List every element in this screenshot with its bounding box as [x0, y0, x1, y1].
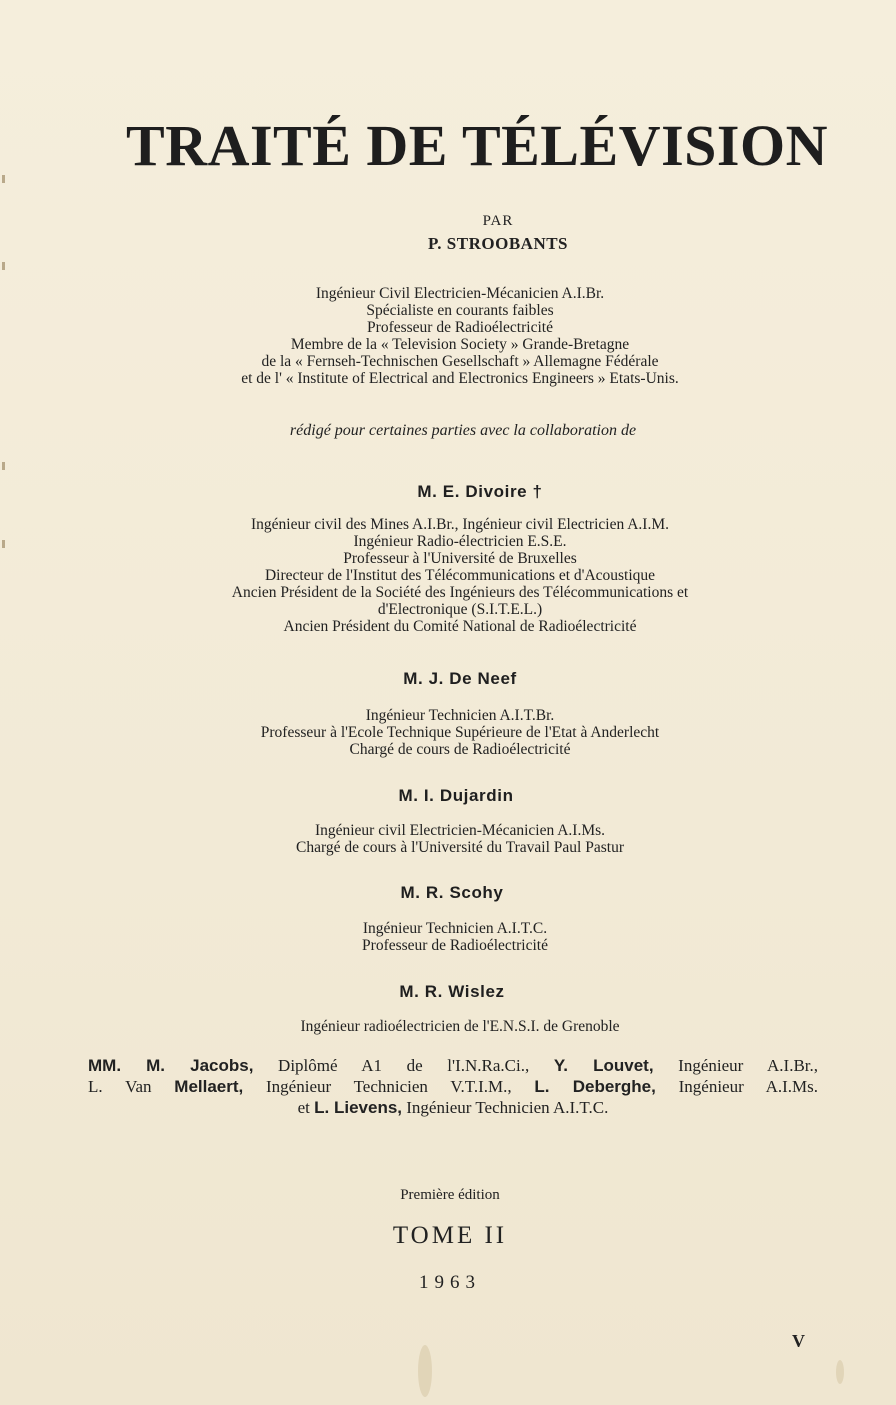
other-contributors — [88, 1055, 818, 1118]
contributor-name: L. Lievens, — [314, 1098, 403, 1117]
collaborator-titles — [180, 707, 740, 758]
collaborator-name: M. R. Scohy — [400, 883, 504, 902]
page-edge-mark — [2, 540, 5, 548]
page-edge-mark — [2, 262, 5, 270]
collaborator-title-line: Chargé de cours de Radioélectricité — [349, 741, 571, 758]
contributors-line — [88, 1076, 818, 1097]
contributor-name: MM. M. Jacobs, — [88, 1056, 254, 1075]
collaborator-name: M. I. Dujardin — [398, 786, 514, 805]
collaborator-titles — [150, 516, 770, 635]
collaborator-name: M. R. Wislez — [399, 982, 505, 1001]
collaborator-title-line: Professeur à l'Ecole Technique Supérieure de l'Etat à Anderlecht — [260, 724, 660, 741]
author-title-line: Ingénieur Civil Electricien-Mécanicien A.I.Br. — [315, 285, 605, 302]
page-edge-mark — [2, 462, 5, 470]
collaborator-title-line: Ingénieur civil Electricien-Mécanicien A.I.Ms. — [314, 822, 606, 839]
collaborator-title-line: Ingénieur Technicien A.I.T.Br. — [365, 707, 555, 724]
contributor-title: Ingénieur A.I.Br., — [653, 1056, 819, 1075]
paper-stain — [418, 1345, 432, 1397]
collaborator-title-line: Chargé de cours à l'Université du Travail Paul Pastur — [296, 839, 624, 856]
author-title-line: Membre de la « Television Society » Grande-Bretagne — [290, 336, 630, 353]
author-title-line: Spécialiste en courants faibles — [366, 302, 554, 319]
collaborator-title-line: Ingénieur Technicien A.I.T.C. — [362, 920, 548, 937]
contributor-name: L. Deberghe, — [534, 1077, 656, 1096]
contributor-title: Ingénieur Technicien V.T.I.M., — [243, 1077, 535, 1096]
collaborator-titles — [200, 1018, 720, 1035]
collaborator-title-line: Ancien Président de la Société des Ingénieurs des Télécommunications et — [231, 584, 689, 601]
author-titles — [180, 285, 740, 387]
volume-label: TOME II — [392, 1222, 508, 1249]
page-number: V — [792, 1331, 805, 1351]
contributor-title: Ingénieur Technicien A.I.T.C. — [402, 1098, 609, 1117]
collaboration-note: rédigé pour certaines parties avec la collaboration de — [289, 422, 637, 439]
contributor-name: L. Van — [88, 1077, 175, 1096]
collaborator-name: M. J. De Neef — [403, 669, 517, 688]
collaborator-title-line: Ingénieur Radio-électricien E.S.E. — [353, 533, 567, 550]
conjunction: et — [297, 1098, 315, 1117]
paper-stain — [836, 1360, 844, 1384]
author-title-line: Professeur de Radioélectricité — [367, 319, 553, 336]
book-title: TRAITÉ DE TÉLÉVISION — [126, 113, 828, 178]
contributors-line — [88, 1097, 818, 1118]
contributors-line — [88, 1055, 818, 1076]
author-title-line: de la « Fernseh-Technischen Gesellschaft » Allemagne Fédérale — [261, 353, 659, 370]
collaborator-name: M. E. Divoire † — [417, 482, 543, 501]
collaborator-title-line: Professeur de Radioélectricité — [362, 937, 548, 954]
collaborator-title-line: Ingénieur civil des Mines A.I.Br., Ingénieur civil Electricien A.I.M. — [251, 516, 669, 533]
contributor-name: Mellaert, — [174, 1077, 244, 1096]
by-label: PAR — [482, 213, 514, 229]
contributor-name: Y. Louvet, — [553, 1056, 654, 1075]
contributor-title: Ingénieur A.I.Ms. — [655, 1077, 819, 1096]
collaborator-titles — [255, 920, 655, 954]
collaborator-title-line: Professeur à l'Université de Bruxelles — [343, 550, 577, 567]
author-name: P. STROOBANTS — [427, 234, 569, 253]
collaborator-title-line: Directeur de l'Institut des Télécommunications et d'Acoustique — [264, 567, 656, 584]
collaborator-title-line: Ingénieur radioélectricien de l'E.N.S.I. de Grenoble — [300, 1018, 620, 1035]
collaborator-title-line: Ancien Président du Comité National de Radioélectricité — [283, 618, 637, 635]
publication-year: 1963 — [419, 1272, 481, 1293]
edition-label: Première édition — [400, 1187, 500, 1203]
collaborator-titles — [210, 822, 710, 856]
contributor-title: Diplômé A1 de l'I.N.Ra.Ci., — [253, 1056, 554, 1075]
author-title-line: et de l' « Institute of Electrical and Electronics Engineers » Etats-Unis. — [241, 370, 679, 387]
page-edge-mark — [2, 175, 5, 183]
collaborator-title-line: d'Electronique (S.I.T.E.L.) — [377, 601, 543, 618]
